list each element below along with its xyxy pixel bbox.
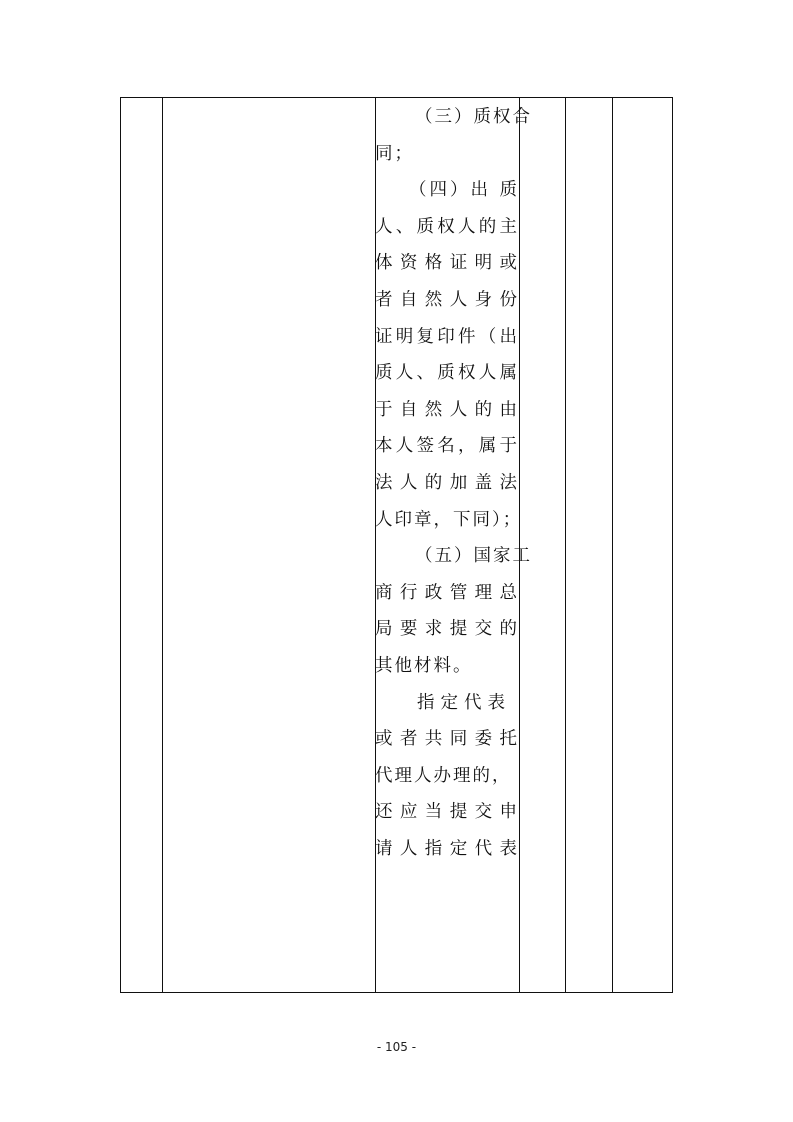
text-line: 局要求提交的 [375,619,519,640]
text-line: 证明复印件（出 [375,326,519,347]
column-divider-1 [162,98,163,992]
requirements-cell [375,99,532,867]
text-line: 人、质权人的主 [375,216,519,237]
text-line: 或者共同委托 [375,729,519,750]
text-line: 法人的加盖法 [375,472,519,493]
text-line: （三）质权合 [415,107,532,127]
page-number: - 105 - [376,1040,417,1054]
text-line: 于自然人的由 [375,399,519,420]
text-line: 商行政管理总 [375,582,519,603]
column-divider-5 [612,98,613,992]
text-line: 指定代表 [417,692,511,713]
text-line: 其他材料。 [375,655,473,676]
text-line: （五）国家工 [415,546,532,567]
text-line: 请人指定代表 [375,838,519,859]
text-line: （四）出 质 [409,180,519,201]
text-line: 体资格证明或 [375,253,519,274]
text-line: 同； [375,143,414,164]
text-line: 质人、质权人属 [375,363,519,384]
text-line: 者自然人身份 [375,289,519,310]
column-divider-4 [565,98,566,992]
text-line: 还应当提交申 [375,802,519,823]
text-line: 人印章，下同）； [375,509,523,530]
text-line: 代理人办理的， [375,765,512,786]
text-line: 本人签名，属于 [375,436,519,457]
